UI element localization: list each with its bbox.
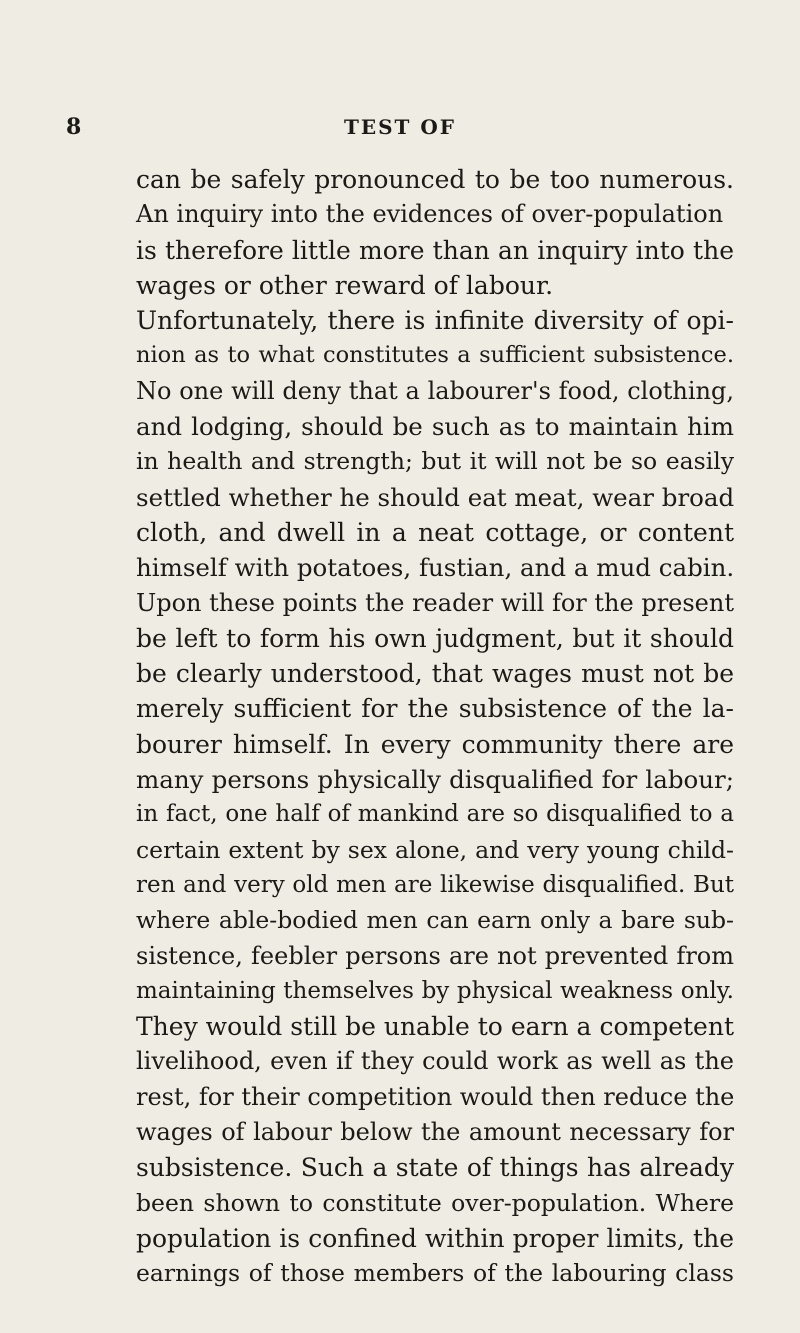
text-line: in fact, one half of mankind are so disqualified to a [136,801,734,828]
text-line: sistence, feebler persons are not prevented from [136,941,734,970]
text-line: No one will deny that a labourer's food, clothing, [136,376,734,405]
text-line: cloth, and dwell in a neat cottage, or content [136,517,734,547]
text-line: They would still be unable to earn a competent [136,1012,734,1042]
text-line: certain extent by sex alone, and very young child- [136,835,734,864]
text-line: be clearly understood, that wages must not be [136,659,734,689]
page-number: 8 [66,114,82,140]
text-line: maintaining themselves by physical weakness only. [136,977,734,1004]
text-line: be left to form his own judgment, but it should [136,623,734,653]
text-line: and lodging, should be such as to maintain him [136,412,734,442]
text-line: Upon these points the reader will for the present [136,588,734,617]
text-line: subsistence. Such a state of things has already [136,1153,734,1183]
text-line: merely sufficient for the subsistence of the la- [136,694,734,724]
text-line: is therefore little more than an inquiry into the [136,235,734,265]
text-line: population is confined within proper limits, the [136,1223,734,1253]
text-line: wages or other reward of labour. [136,270,554,300]
text-line: rest, for their competition would then reduce the [136,1082,735,1111]
text-line: earnings of those members of the labouring class [136,1259,734,1288]
text-line: where able-bodied men can earn only a bare sub- [136,906,734,935]
text-line: bourer himself. In every community there are [136,729,734,759]
text-line: wages of labour below the amount necessary for [136,1118,734,1147]
text-line: many persons physically disqualified for labour; [136,765,734,795]
text-line: Unfortunately, there is infinite diversity of opi- [136,306,734,336]
text-line: himself with potatoes, fustian, and a mud cabin. [136,553,735,583]
text-line: ren and very old men are likewise disqualified. But [136,871,734,898]
text-line: nion as to what constitutes a sufficient subsistence. [136,342,734,369]
text-line: can be safely pronounced to be too numerous. [136,165,734,194]
page-header [0,112,800,142]
text-line: in health and strength; but it will not be so easily [136,447,734,476]
body-text [136,162,734,1292]
running-head: TEST OF [343,115,457,139]
text-line: livelihood, even if they could work as well as the [136,1047,734,1076]
text-line: settled whether he should eat meat, wear broad [136,482,735,512]
text-line: An inquiry into the evidences of over-population [136,200,724,229]
text-line: been shown to constitute over-population. Where [136,1188,734,1217]
